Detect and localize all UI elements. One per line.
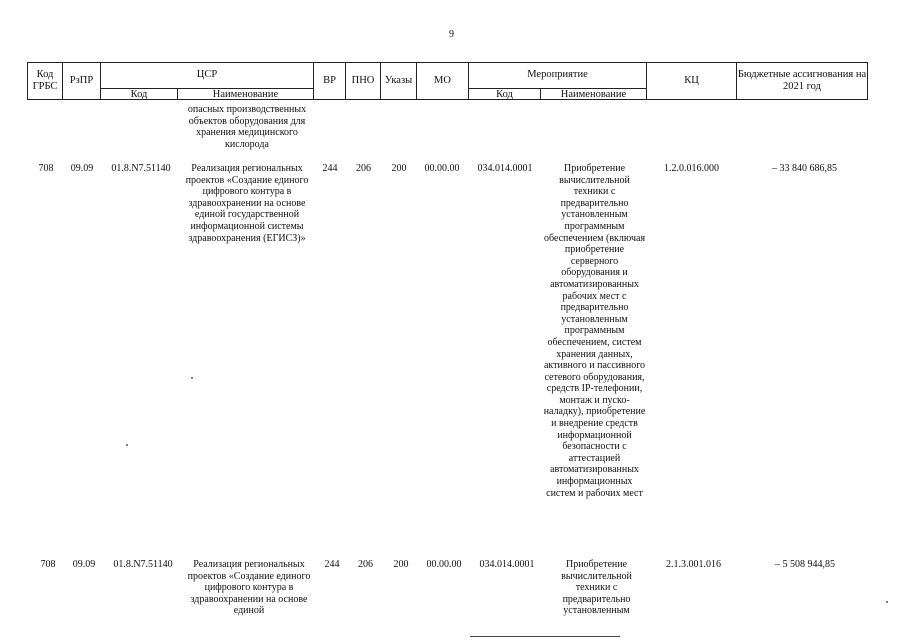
row-mo: 00.00.00 [424, 163, 460, 174]
header-mer-name: Наименование [560, 88, 627, 100]
header-pno: ПНО [351, 75, 375, 86]
table-row [27, 559, 868, 639]
row-kc: 1.2.0.016.000 [664, 163, 719, 174]
row-kc: 2.1.3.001.016 [666, 559, 721, 570]
row-mer-kod: 034.014.0001 [479, 559, 535, 570]
bottom-rule [470, 636, 620, 637]
header-csr-name: Наименование [212, 88, 279, 100]
row-rzpr: 09.09 [70, 163, 94, 174]
row-csr-name: Реализация региональных проектов «Создание единого цифрового контура в здравоохранении на основе единой государственной информационной системы здравоохранения (ЕГИСЗ)» [185, 163, 309, 244]
row-ukazy: 200 [391, 163, 407, 174]
scan-speck [126, 444, 128, 446]
header-mo: МО [434, 75, 451, 86]
header-kc: КЦ [684, 75, 699, 86]
header-ukazy: Указы [384, 75, 413, 86]
row-vr: 244 [322, 163, 338, 174]
row-kod-grbs: 708 [40, 559, 56, 570]
row-mer-name: Приобретение вычислительной техники с предварительно установленным программным обеспечением (включая приобретение серверного оборудования и автоматизированных рабочих мест с предварительно установленным программным обеспечением, систем хранения данных, активного и пассивного сетевого оборудования, средств IP-телефонии, монтаж и пуско-наладку), приобретение и внедрение средств информационной безопасности с аттестацией автоматизированных информационных систем и рабочих мест [543, 163, 646, 499]
table-row [27, 163, 868, 548]
row-csr-kod: 01.8.N7.51140 [111, 163, 171, 174]
row-vr: 244 [324, 559, 340, 570]
header-csr: ЦСР [196, 69, 218, 80]
row-ukazy: 200 [393, 559, 409, 570]
header-csr-kod: Код [130, 88, 148, 100]
row-mer-name: Приобретение вычислительной техники с предварительно установленным [561, 559, 632, 617]
page-number: 9 [449, 29, 454, 40]
header-rzpr: РзПР [69, 75, 94, 86]
header-kod-grbs: Код ГРБС [32, 69, 58, 92]
header-meropriyatie: Мероприятие [527, 69, 588, 80]
row-pno: 206 [356, 163, 371, 174]
table-header [27, 62, 868, 102]
row-pno: 206 [358, 559, 373, 570]
row-csr-kod: 01.8.N7.51140 [113, 559, 173, 570]
row-amount: – 5 508 944,85 [775, 559, 835, 570]
row-csr-name: Реализация региональных проектов «Создание единого цифрового контура в здравоохранении на основе единой [187, 559, 311, 617]
row-amount: – 33 840 686,85 [772, 163, 837, 174]
row-rzpr: 09.09 [72, 559, 96, 570]
header-budget: Бюджетные ассигнования на 2021 год [737, 69, 867, 92]
continuation-text: опасных производственных объектов оборудования для хранения медицинского кислорода [187, 104, 307, 150]
row-mer-kod: 034.014.0001 [477, 163, 533, 174]
scan-speck [886, 601, 888, 603]
scan-speck [191, 377, 193, 379]
header-mer-kod: Код [496, 88, 513, 100]
row-kod-grbs: 708 [38, 163, 54, 174]
row-mo: 00.00.00 [426, 559, 462, 570]
header-vr: ВР [323, 75, 336, 86]
